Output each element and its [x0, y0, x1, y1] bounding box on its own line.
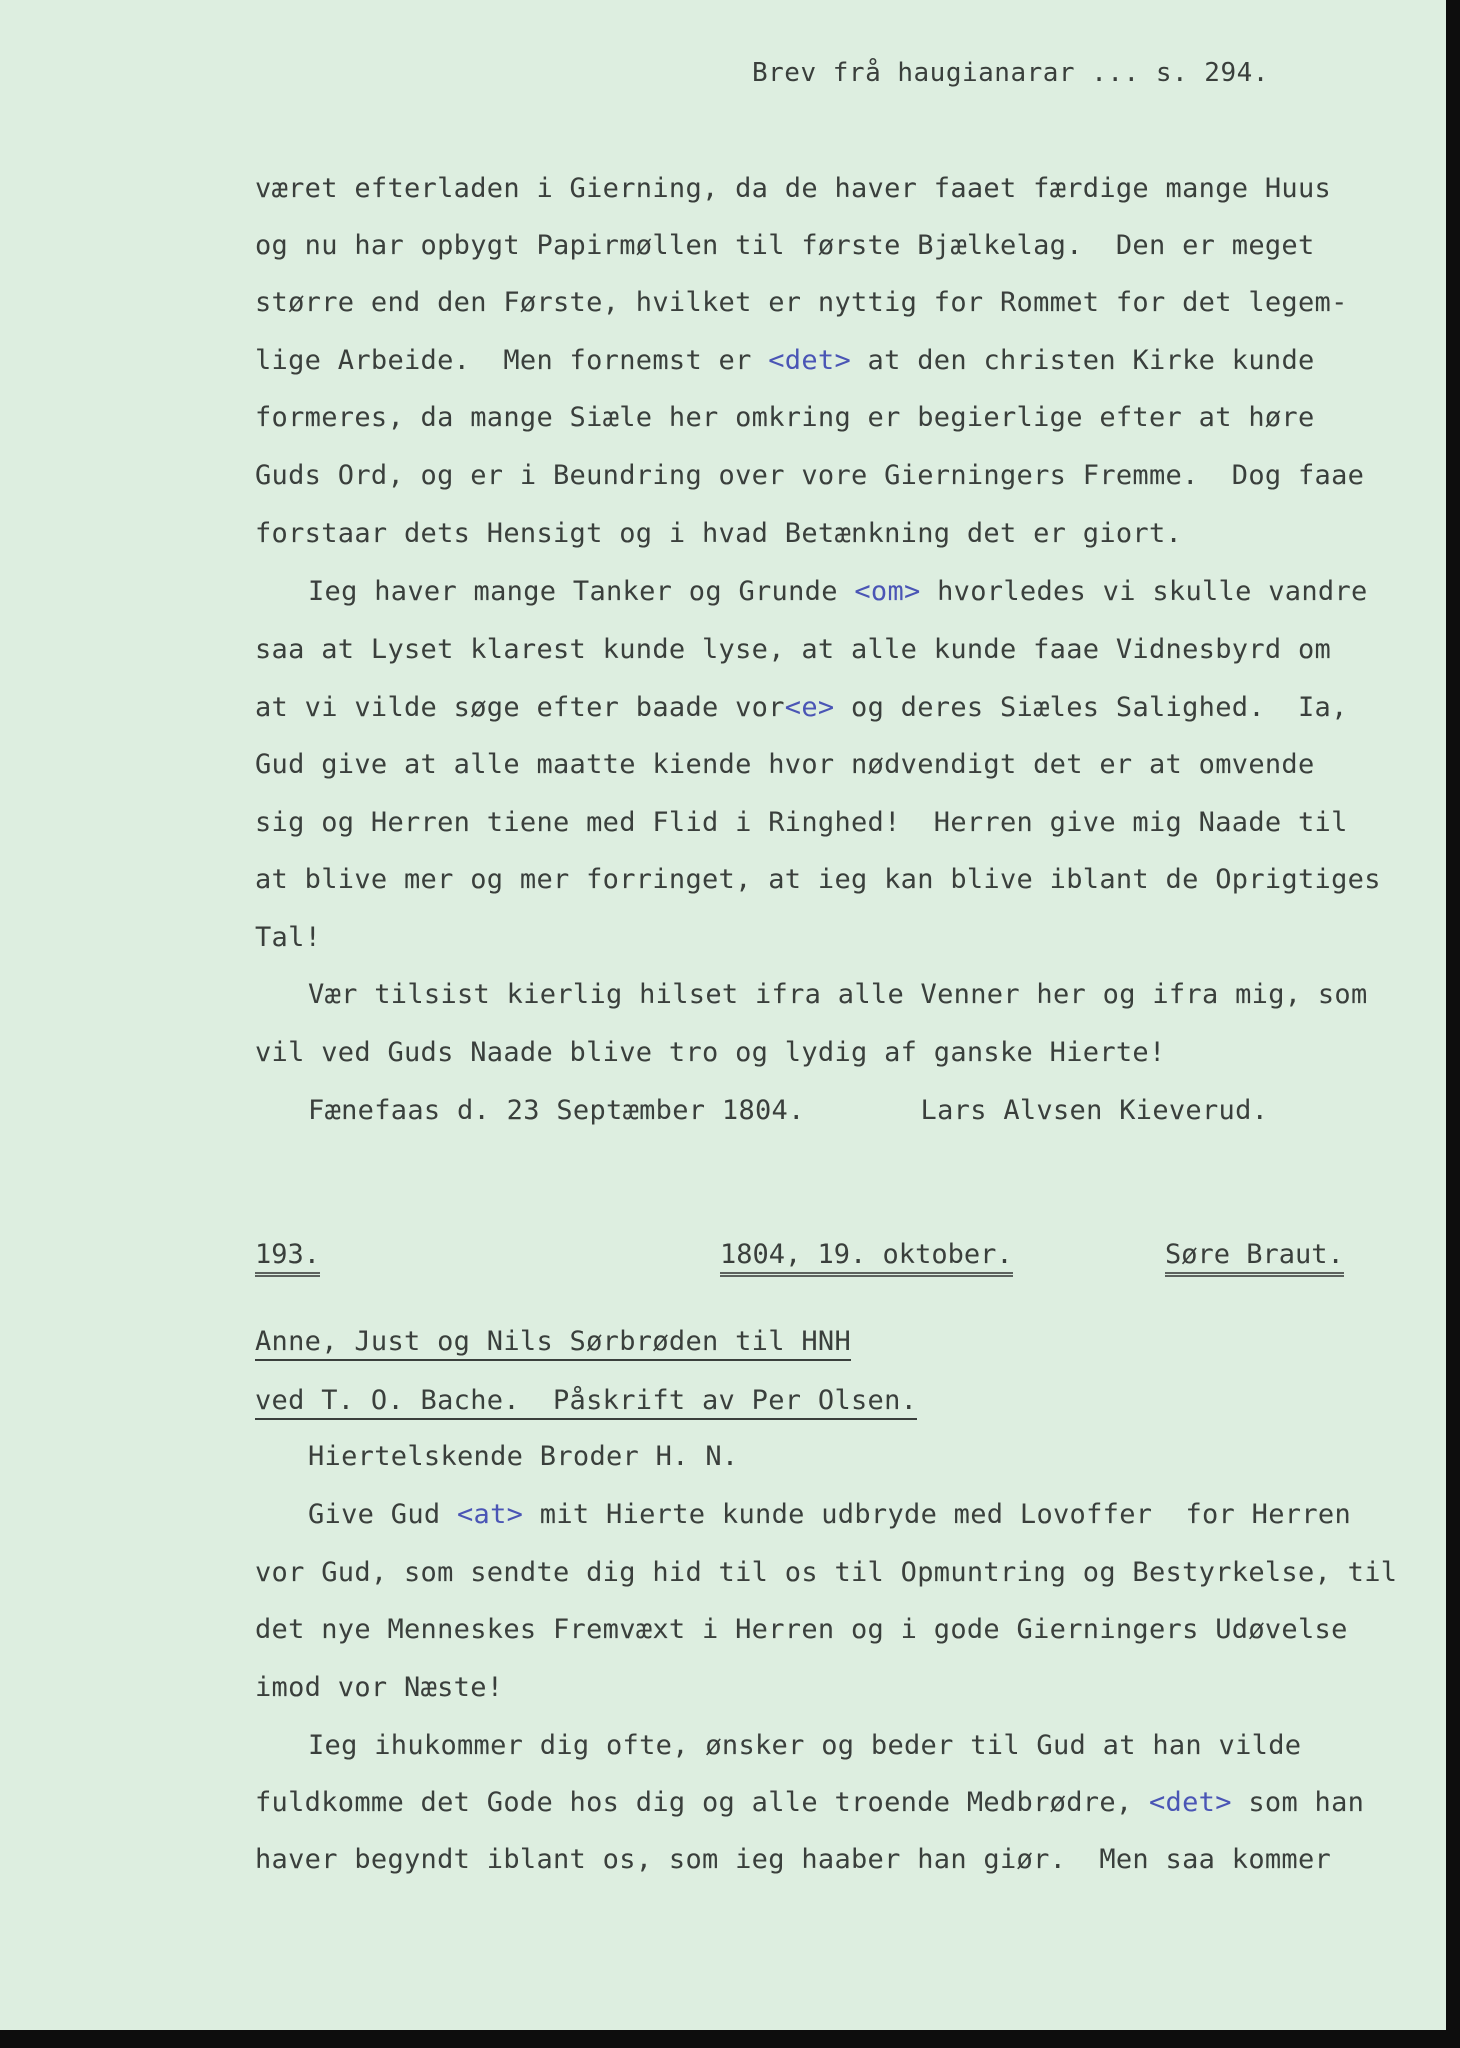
text-line: imod vor Næste!: [255, 1672, 504, 1703]
entry-number: [255, 1238, 320, 1272]
entry-date: [720, 1238, 1013, 1272]
text-line: haver begyndt iblant os, som ieg haaber han giør. Men saa kommer: [255, 1844, 1332, 1875]
editorial-insertion: <om>: [854, 576, 921, 607]
entry-place-text: Søre Braut.: [1165, 1239, 1344, 1277]
text-line: det nye Menneskes Fremvæxt i Herren og i gode Gierningers Udøvelse: [255, 1614, 1348, 1645]
text-fragment: at den christen Kirke kunde: [851, 345, 1315, 376]
text-line: Gud give at alle maatte kiende hvor nødvendigt det er at omvende: [255, 749, 1315, 780]
text-line: vil ved Guds Naade blive tro og lydig af ganske Hierte!: [255, 1037, 1166, 1068]
text-line: [255, 1786, 1364, 1820]
text-fragment: Ieg haver mange Tanker og Grunde: [308, 576, 855, 607]
editorial-insertion: <det>: [1149, 1787, 1232, 1818]
text-line: forstaar dets Hensigt og i hvad Betænkning det er giort.: [255, 518, 1183, 549]
text-fragment: hvorledes vi skulle vandre: [920, 576, 1368, 607]
text-fragment: som han: [1231, 1787, 1365, 1818]
text-line: [308, 1498, 1351, 1532]
text-fragment: at vi vilde søge efter baade vor: [255, 692, 785, 723]
letter-title: [255, 1384, 917, 1418]
page-header: Brev frå haugianarar ... s. 294.: [752, 58, 1269, 88]
letter-title-text: Anne, Just og Nils Sørbrøden til HNH: [255, 1326, 851, 1361]
text-line: [308, 575, 1368, 609]
text-line: Vær tilsist kierlig hilset ifra alle Venner her og ifra mig, som: [308, 979, 1368, 1010]
text-fragment: mit Hierte kunde udbryde med Lovoffer for Herren: [523, 1499, 1352, 1530]
text-fragment: lige Arbeide. Men fornemst er: [255, 345, 769, 376]
text-fragment: fuldkomme det Gode hos dig og alle troende Medbrødre,: [255, 1787, 1149, 1818]
text-line: vor Gud, som sendte dig hid til os til Opmuntring og Bestyrkelse, til: [255, 1557, 1398, 1588]
letter-title-text: ved T. O. Bache. Påskrift av Per Olsen.: [255, 1385, 917, 1420]
text-line: Tal!: [255, 922, 322, 953]
text-line: større end den Første, hvilket er nyttig for Rommet for det legem-: [255, 287, 1348, 318]
entry-number-text: 193.: [255, 1239, 320, 1277]
text-line: saa at Lyset klarest kunde lyse, at alle kunde faae Vidnesbyrd om: [255, 634, 1332, 665]
text-line: Ieg ihukommer dig ofte, ønsker og beder til Gud at han vilde: [308, 1730, 1302, 1761]
text-line: at blive mer og mer forringet, at ieg kan blive iblant de Oprigtiges: [255, 864, 1381, 895]
text-line: og nu har opbygt Papirmøllen til første Bjælkelag. Den er meget: [255, 230, 1315, 261]
text-line: været efterladen i Gierning, da de haver faaet færdige mange Huus: [255, 173, 1332, 204]
editorial-insertion: <e>: [784, 692, 835, 723]
salutation: Hiertelskende Broder H. N.: [308, 1441, 739, 1472]
signoff: Fænefaas d. 23 Septæmber 1804. Lars Alvsen Kieverud.: [308, 1095, 1269, 1126]
text-fragment: Give Gud: [308, 1499, 457, 1530]
text-line: sig og Herren tiene med Flid i Ringhed! Herren give mig Naade til: [255, 807, 1348, 838]
editorial-insertion: <at>: [457, 1499, 524, 1530]
entry-place: [1165, 1238, 1344, 1272]
letter-title: [255, 1325, 851, 1359]
text-line: [255, 344, 1315, 378]
text-fragment: og deres Siæles Salighed. Ia,: [834, 692, 1348, 723]
text-line: formeres, da mange Siæle her omkring er begierlige efter at høre: [255, 402, 1315, 433]
entry-date-text: 1804, 19. oktober.: [720, 1239, 1013, 1277]
editorial-insertion: <det>: [768, 345, 851, 376]
text-line: [255, 691, 1348, 725]
text-line: Guds Ord, og er i Beundring over vore Gierningers Fremme. Dog faae: [255, 460, 1365, 491]
